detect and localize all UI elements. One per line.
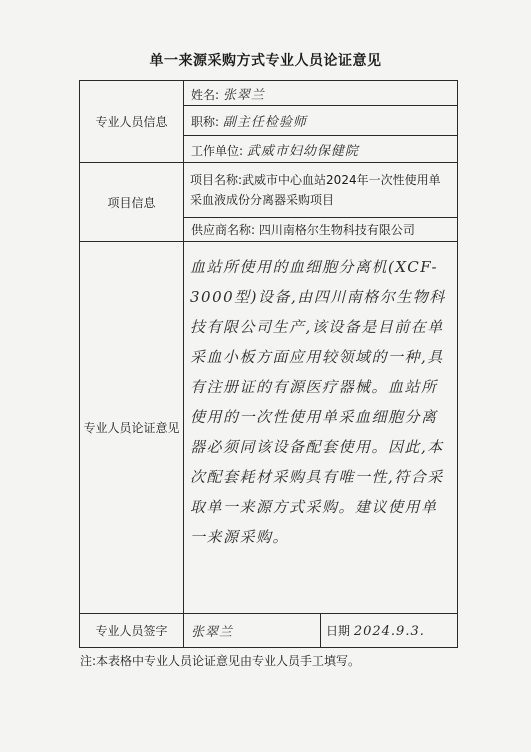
employer-row — [184, 136, 458, 163]
employer-label: 工作单位: — [191, 143, 244, 158]
project-info-header: 项目信息 — [80, 163, 184, 242]
supplier-label: 供应商名称: — [191, 223, 256, 237]
project-name-label: 项目名称: — [190, 173, 243, 187]
name-label: 姓名: — [191, 87, 220, 102]
name-row — [184, 81, 458, 106]
opinion-header: 专业人员论证意见 — [80, 242, 184, 614]
position-value: 副主任检验师 — [222, 115, 307, 130]
date-label: 日期 — [326, 624, 351, 638]
signature-value: 张翠兰 — [191, 625, 234, 640]
expert-info-header: 专业人员信息 — [80, 81, 184, 163]
signature-cell — [184, 614, 321, 648]
signature-label: 专业人员签字 — [80, 614, 184, 648]
document-title: 单一来源采购方式专业人员论证意见 — [149, 53, 382, 69]
supplier-value: 四川南格尔生物科技有限公司 — [258, 223, 415, 237]
project-name-value: 武威市中心血站2024年一次性使用单采血液成份分离器采购项目 — [190, 173, 441, 207]
position-row — [184, 106, 458, 136]
date-cell — [321, 614, 458, 648]
opinion-form-table — [79, 80, 458, 648]
name-value: 张翠兰 — [222, 87, 265, 103]
date-value: 2024.9.3. — [353, 624, 425, 639]
position-label: 职称: — [191, 115, 220, 129]
opinion-cell — [184, 242, 458, 614]
footnote: 注:本表格中专业人员论证意见由专业人员手工填写。 — [80, 654, 361, 668]
project-name-row — [184, 163, 458, 218]
employer-value: 武威市妇幼保健院 — [246, 143, 359, 159]
supplier-row — [184, 218, 458, 242]
opinion-text: 血站所使用的血细胞分离机(XCF-3000型)设备,由四川南格尔生物科技有限公司生产,该设备是目前在单采血小板方面应用较领域的一种,具有注册证的有源医疗器械。血站所使用的一次性使用单采血细胞分离器必须同该设备配套使用。因此,本次配套耗材采购具有唯一性,符合采取单一来源方式采购。建议使用单一来源采购。 — [190, 258, 446, 546]
